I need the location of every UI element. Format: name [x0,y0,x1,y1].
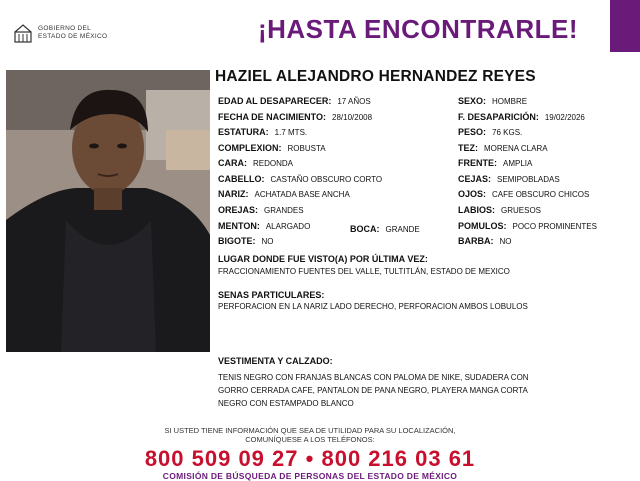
field-value: NO [261,237,274,246]
field-desaparicion [458,112,585,122]
field-value: 17 AÑOS [337,97,371,106]
person-name: HAZIEL ALEJANDRO HERNANDEZ REYES [215,68,536,85]
field-value: 1.7 MTS. [274,128,308,137]
missing-person-photo [6,70,210,352]
field-cejas [458,174,560,184]
comision-text: COMISIÓN DE BÚSQUEDA DE PERSONAS DEL ESTADO DE MÉXICO [162,471,458,481]
field-label: EDAD AL DESAPARECER: [218,96,332,106]
field-nariz [218,189,350,199]
field-label: OJOS: [458,189,487,199]
field-menton [218,221,310,231]
logo-line2: ESTADO DE MÉXICO [38,33,108,40]
logo-line1: GOBIERNO DEL [38,25,92,32]
field-ojos [458,189,589,199]
field-barba [458,236,512,246]
field-value: ROBUSTA [287,144,326,153]
field-value: 76 KGS. [492,128,523,137]
field-pomulos [458,221,597,231]
field-cara [218,158,293,168]
field-label: COMPLEXION: [218,143,282,153]
field-label: MENTON: [218,221,260,231]
lugar-heading: LUGAR DONDE FUE VISTO(A) POR ÚLTIMA VEZ: [218,254,428,264]
field-value: AMPLIA [503,159,533,168]
field-label: CABELLO: [218,174,265,184]
accent-bar [610,0,640,52]
field-tez [458,143,548,153]
field-complexion [218,143,326,153]
headline: ¡HASTA ENCONTRARLE! [257,14,578,44]
lugar-text: FRACCIONAMIENTO FUENTES DEL VALLE, TULTITLÁN, ESTADO DE MEXICO [218,267,510,276]
field-frente [458,158,532,168]
field-value: ACHATADA BASE ANCHA [254,190,350,199]
field-value: CAFE OBSCURO CHICOS [492,190,590,199]
field-edad [218,96,371,106]
field-value: GRANDES [264,206,304,215]
field-value: REDONDA [253,159,294,168]
field-bigote [218,236,274,246]
field-cabello [218,174,382,184]
senas-text: PERFORACION EN LA NARIZ LADO DERECHO, PERFORACION AMBOS LOBULOS [218,302,528,311]
field-label: LABIOS: [458,205,495,215]
phone-numbers [0,446,620,472]
field-label: F. DESAPARICIÓN: [458,112,539,122]
info-line1: SI USTED TIENE INFORMACIÓN QUE SEA DE UTILIDAD PARA SU LOCALIZACIÓN, [164,426,456,435]
field-label: POMULOS: [458,221,507,231]
field-value: NO [499,237,512,246]
field-value: CASTAÑO OBSCURO CORTO [270,175,383,184]
field-value: 19/02/2026 [544,113,585,122]
field-estatura [218,127,307,137]
field-label: BIGOTE: [218,236,256,246]
field-label: FECHA DE NACIMIENTO: [218,112,326,122]
field-label: PESO: [458,127,487,137]
field-label: BARBA: [458,236,494,246]
field-value: POCO PROMINENTES [512,222,597,231]
field-label: NARIZ: [218,189,249,199]
senas-heading: SENAS PARTICULARES: [218,290,325,300]
field-value: ALARGADO [265,222,311,231]
vestimenta-line3: NEGRO CON ESTAMPADO BLANCO [218,399,354,408]
field-label: BOCA: [350,224,380,234]
field-label: OREJAS: [218,205,259,215]
vestimenta-line1: TENIS NEGRO CON FRANJAS BLANCAS CON PALOMA DE NIKE, SUDADERA CON [218,373,529,382]
phone-1: 800 509 09 27 [144,446,299,471]
phone-separator: • [305,446,315,471]
field-nacimiento [218,112,372,122]
field-value: HOMBRE [492,97,528,106]
vestimenta-line2: GORRO CERRADA CAFE, PANTALON DE PANA NEGRO, PLAYERA MANGA CORTA [218,386,528,395]
field-label: ESTATURA: [218,127,269,137]
field-value: SEMIPOBLADAS [497,175,560,184]
field-value: GRUESOS [501,206,542,215]
field-label: FRENTE: [458,158,497,168]
field-sexo [458,96,527,106]
field-label: CARA: [218,158,247,168]
info-line2: COMUNÍQUESE A LOS TELÉFONOS: [245,435,375,444]
phone-2: 800 216 03 61 [321,446,476,471]
field-label: SEXO: [458,96,487,106]
field-peso [458,127,522,137]
field-label: TEZ: [458,143,478,153]
field-labios [458,205,541,215]
field-value: MORENA CLARA [484,144,548,153]
photo-illustration [6,70,210,352]
field-value: GRANDE [385,225,420,234]
field-boca [350,224,420,234]
field-label: CEJAS: [458,174,492,184]
vestimenta-heading: VESTIMENTA Y CALZADO: [218,356,333,366]
field-orejas [218,205,304,215]
field-value: 28/10/2008 [332,113,373,122]
